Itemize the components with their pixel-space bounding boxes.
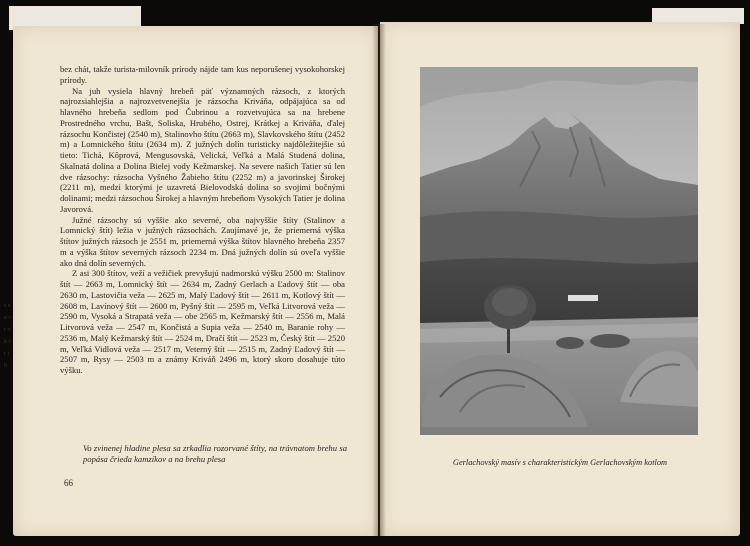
left-page-body-text (60, 64, 345, 376)
paragraph-1: bez chát, takže turista-milovník prírody nájde tam kus neporušenej vysokohorskej prírody. (60, 64, 345, 85)
paragraph-4: Z asi 300 štítov, veží a vežičiek prevyšujú nadmorskú výšku 2500 m: Stalinov štít — 2663 m, Lomnický štít — 2634 m, Zadný Gerlach a Ľadový štít — oba 2630 m, Lastovičia veža — 2625 m, Malý Ľadový štít — 2611 m, Kotlový štít — 2608 m, Lavínový štít — 2600 m, Pyšný štít — 2595 m, Veľká Litvorová veža — 2590 m, Vysoká a Strapatá veža — obe 2565 m, Kežmarský štít — 2556 m, Malá Litvorová veža — 2547 m, Končistá a Supia veža — 2540 m, Baranie rohy — 2536 m, Malý Kežmarský štít — 2524 m, Dračí štít — 2523 m, Český štít — 2520 m, Veľká Vidlová veža — 2517 m, Veterný štít — 2515 m, Zadný Ľadový štít — 2507 m, Rysy — 2503 m a známy Kriváň 2496 m, ktorý skoro dosahuje túto výšku. (60, 268, 345, 375)
mountain-photo (420, 67, 698, 435)
edge-letters: s e a v r o k š r i b (4, 303, 12, 369)
paragraph-3: Južné rázsochy sú vyššie ako severné, oba najvyššie štíty (Stalinov a Lomnický štít) ležia v južných rázsochách. Zaujímavé je, že priemerná výška štítov južných rázsoch je 2551 m, priemerná výška štítov hlavného hrebeňa 2357 m a výška štítov severných rázsoch 2234 m. Dná južných dolín sú oveľa vyššie ako dná dolín severných. (60, 214, 345, 268)
paragraph-2: Na juh vysiela hlavný hrebeň päť významných rázsoch, z ktorých najrozsiahlejšia a najrozvetvenejšia je rázsocha Kriváňa, odpájajúca sa od hlavného hrebeňa sedlom pod Čubrinou a rozvetvujúca sa na hrebene Prostredného vrchu, Bašt, Soliska, Hrubého, Ostrej, Krátkej a Kriváňa, ďalej rázsochu Končistej (2540 m), Stalinovho štítu (2663 m), Slavkovského štítu (2452 m) a Lomnického štítu (2634 m). Z južných dolín turisticky najdôležitejšie sú tieto: Tichá, Kôprová, Mengusovská, Velická, Veľká a Malá Studená dolina, Skalnatá dolina a Dolina Bielej vody Kežmarskej. Na severe našich Tatier sú len dve rázsochy: rázsocha Vyšného Žabieho štítu (2252 m) a javorinskej Širokej (2211 m), medzi ktorými je uzavretá Bielovodská dolina so svojimi bočnými dolinami; medzi rázsochou Širokej a hlavným hrebeňom Vysokých Tatier je dolina Javorová. (60, 85, 345, 214)
page-number: 66 (64, 478, 73, 488)
left-page-italic-caption: Vo zvinenej hladine plesa sa zrkadlia rozorvané štíty, na trávnatom brehu sa popása čriedа kamzíkov a na brehu plesa (83, 443, 347, 464)
photo-caption: Gerlachovský masív s charakteristickým Gerlachovským kotlom (452, 458, 668, 467)
